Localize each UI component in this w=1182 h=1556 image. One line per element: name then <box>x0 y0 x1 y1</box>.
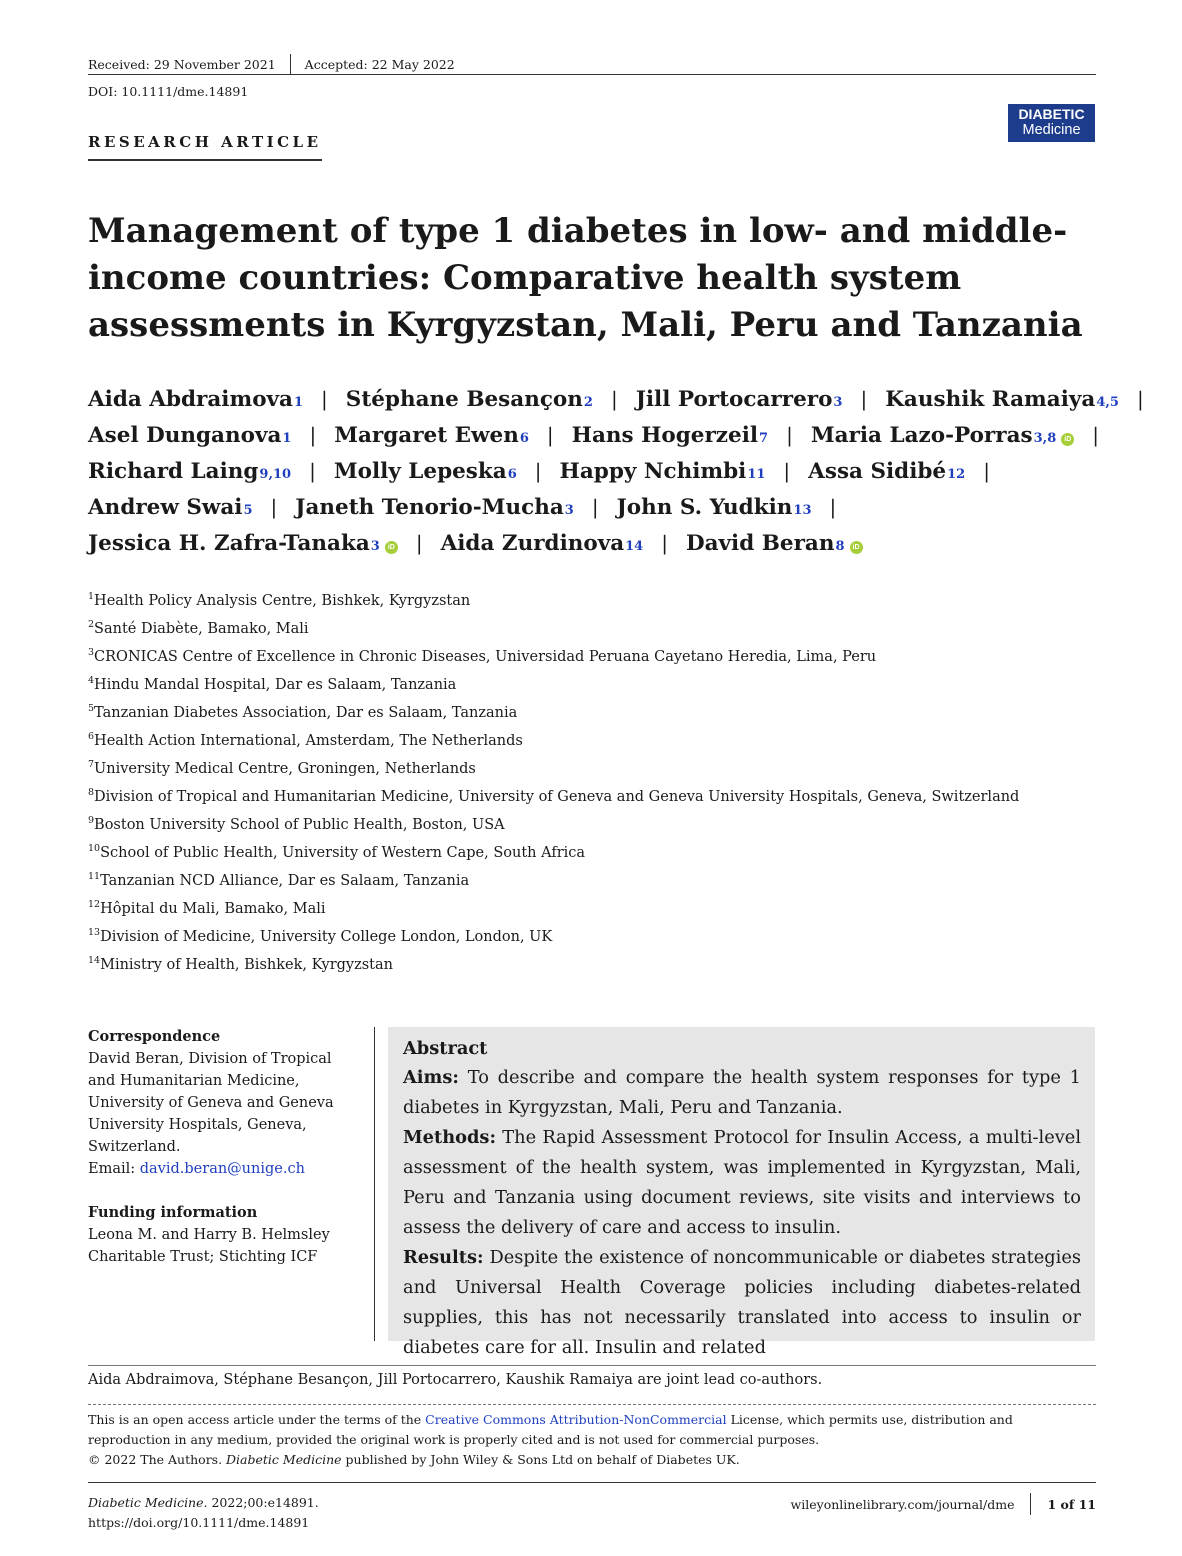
article-dates <box>88 54 455 74</box>
affiliation: $^9$Boston University School of Public Health, Boston, USA <box>88 815 505 833</box>
correspondence-email-line: Email: david.beran@unige.ch <box>88 1161 305 1177</box>
footer-rule <box>88 1482 1096 1483</box>
author-line <box>88 531 1098 567</box>
affiliation: $^5$Tanzanian Diabetes Association, Dar es Salaam, Tanzania <box>88 703 518 721</box>
license-statement: This is an open access article under the terms of the Creative Commons Attribution-NonCommercial License, which permits use, distribution and reproduction in any medium, provided the original work is properly cited and is not used for commercial purposes. <box>88 1412 1013 1447</box>
author[interactable]: Stéphane Besançon 2 <box>345 387 593 412</box>
author-separator: | <box>534 459 542 483</box>
affiliation: $^8$Division of Tropical and Humanitarian Medicine, University of Geneva and Geneva University Hospitals, Geneva, Switzerland <box>88 787 1020 805</box>
author[interactable]: Kaushik Ramaiya 4,5 <box>885 387 1119 412</box>
journal-logo[interactable] <box>1008 104 1095 142</box>
author-separator: | <box>783 459 791 483</box>
journal-site-link[interactable]: wileyonlinelibrary.com/journal/dme <box>790 1496 1015 1512</box>
abstract-results: Results: Despite the existence of noncommunicable or diabetes strategies and Universal Health Coverage policies including diabetes-related supplies, this has not necessarily translated into access to insulin or diabetes care for all. Insulin and related <box>403 1247 1081 1358</box>
orcid-icon[interactable]: iD <box>385 541 398 554</box>
author[interactable]: Margaret Ewen 6 <box>334 423 529 448</box>
author[interactable]: Molly Lepeska 6 <box>333 459 517 484</box>
author-line <box>88 387 1144 423</box>
author-separator: | <box>661 531 668 555</box>
author-line <box>88 423 1098 459</box>
header-rule <box>88 74 1096 75</box>
author-separator: | <box>786 423 793 447</box>
author-separator: | <box>983 459 990 483</box>
author[interactable]: Aida Zurdinova 14 <box>440 531 644 556</box>
author-line <box>88 459 1098 495</box>
affiliation: $^1$Health Policy Analysis Centre, Bishkek, Kyrgyzstan <box>88 591 471 609</box>
accepted-date: Accepted: 22 May 2022 <box>304 56 455 72</box>
author[interactable]: Maria Lazo-Porras 3,8 iD <box>811 423 1074 448</box>
doi[interactable]: DOI: 10.1111/dme.14891 <box>88 84 249 99</box>
author-separator: | <box>321 387 328 411</box>
affiliation: $^7$University Medical Centre, Groningen, Netherlands <box>88 759 476 777</box>
abstract-heading: Abstract <box>403 1038 488 1059</box>
article-title: Management of type 1 diabetes in low- and middle-income countries: Comparative health system assessments in Kyrgyzstan, Mali, Peru and Tanzania <box>88 211 1083 345</box>
license-text <box>88 1410 1096 1470</box>
affiliation: $^{12}$Hôpital du Mali, Bamako, Mali <box>88 899 326 917</box>
received-date: Received: 29 November 2021 <box>88 56 276 72</box>
abstract-aims: Aims: To describe and compare the health system responses for type 1 diabetes in Kyrgyzstan, Mali, Peru and Tanzania. <box>403 1067 1081 1118</box>
license-divider <box>88 1404 1096 1405</box>
author[interactable]: John S. Yudkin 13 <box>616 495 812 520</box>
article-type-label: RESEARCH ARTICLE <box>88 133 322 161</box>
affiliation: $^6$Health Action International, Amsterdam, The Netherlands <box>88 731 523 749</box>
license-link[interactable]: Creative Commons Attribution-NonCommercial <box>425 1412 727 1427</box>
correspondence-block <box>88 1026 358 1180</box>
affiliation: $^4$Hindu Mandal Hospital, Dar es Salaam, Tanzania <box>88 675 457 693</box>
author[interactable]: Asel Dunganova 1 <box>88 423 292 448</box>
footer-citation-text: 2022;00:e14891. <box>207 1495 319 1510</box>
author[interactable]: Andrew Swai 5 <box>88 495 253 520</box>
author[interactable]: David Beran 8 iD <box>686 531 863 556</box>
page-number: 1 of 11 <box>1047 1496 1096 1512</box>
author[interactable]: Richard Laing 9,10 <box>88 459 292 484</box>
abstract-box <box>388 1027 1095 1358</box>
footnote-rule <box>88 1365 1096 1366</box>
orcid-icon[interactable]: iD <box>1061 433 1074 446</box>
affiliation: $^{13}$Division of Medicine, University College London, London, UK <box>88 927 553 945</box>
orcid-icon[interactable]: iD <box>850 541 863 554</box>
author-separator: | <box>591 495 599 519</box>
correspondence-heading: Correspondence <box>88 1028 221 1045</box>
author-separator: | <box>860 387 868 411</box>
sidebar <box>88 1026 358 1290</box>
journal-logo-line1: DIABETIC <box>1018 106 1085 122</box>
affiliation: $^3$CRONICAS Centre of Excellence in Chronic Diseases, Universidad Peruana Cayetano Heredia, Lima, Peru <box>88 647 877 665</box>
affiliation: $^{10}$School of Public Health, University of Western Cape, South Africa <box>88 843 586 861</box>
sidebar-divider <box>374 1027 375 1341</box>
author-separator: | <box>309 423 317 447</box>
funding-text: Leona M. and Harry B. Helmsley Charitable Trust; Stichting ICF <box>88 1227 330 1265</box>
author[interactable]: Hans Hogerzeil 7 <box>571 423 769 448</box>
footer-divider <box>1030 1493 1031 1515</box>
author-separator: | <box>610 387 618 411</box>
author-separator: | <box>1136 387 1144 411</box>
coauthor-note: Aida Abdraimova, Stéphane Besançon, Jill Portocarrero, Kaushik Ramaiya are joint lead co-authors. <box>88 1372 823 1388</box>
author[interactable]: Jessica H. Zafra-Tanaka 3 iD <box>88 531 398 556</box>
author-separator: | <box>1092 423 1099 447</box>
dates-divider <box>290 54 291 74</box>
author[interactable]: Jill Portocarrero 3 <box>635 387 843 412</box>
affiliation: $^{11}$Tanzanian NCD Alliance, Dar es Salaam, Tanzania <box>88 871 470 889</box>
author[interactable]: Assa Sidibé 12 <box>808 459 966 484</box>
footer-citation <box>88 1493 319 1533</box>
funding-block <box>88 1202 358 1268</box>
affiliation: $^{14}$Ministry of Health, Bishkek, Kyrgyzstan <box>88 955 393 973</box>
email-link[interactable]: david.beran@unige.ch <box>139 1161 305 1177</box>
abstract-methods: Methods: The Rapid Assessment Protocol for Insulin Access, a multi-level assessment of the health system, was implemented in Kyrgyzstan, Mali, Peru and Tanzania using document reviews, site visits and interviews to assess the delivery of care and access to insulin. <box>403 1127 1081 1238</box>
author-separator: | <box>415 531 423 555</box>
footer-doi-link[interactable]: https://doi.org/10.1111/dme.14891 <box>88 1515 310 1530</box>
author-separator: | <box>546 423 554 447</box>
copyright: © 2022 The Authors. Diabetic Medicine published by John Wiley & Sons Ltd on behalf of Diabetes UK. <box>88 1452 740 1467</box>
correspondence-text: David Beran, Division of Tropical and Humanitarian Medicine, University of Geneva and Geneva University Hospitals, Geneva, Switzerland. <box>88 1051 334 1155</box>
author-list <box>88 387 1144 567</box>
footer-journal: Diabetic Medicine. <box>88 1495 208 1510</box>
affiliation-list <box>88 590 1088 982</box>
author[interactable]: Janeth Tenorio-Mucha 3 <box>295 495 574 520</box>
author-line <box>88 495 1098 531</box>
funding-heading: Funding information <box>88 1204 258 1221</box>
author[interactable]: Happy Nchimbi 11 <box>559 459 766 484</box>
author-separator: | <box>270 495 278 519</box>
author-separator: | <box>309 459 316 483</box>
footer-right <box>791 1493 1096 1515</box>
affiliation: $^2$Santé Diabète, Bamako, Mali <box>88 619 309 637</box>
author[interactable]: Aida Abdraimova 1 <box>88 387 304 412</box>
journal-logo-line2: Medicine <box>1022 122 1081 138</box>
author-separator: | <box>829 495 837 519</box>
